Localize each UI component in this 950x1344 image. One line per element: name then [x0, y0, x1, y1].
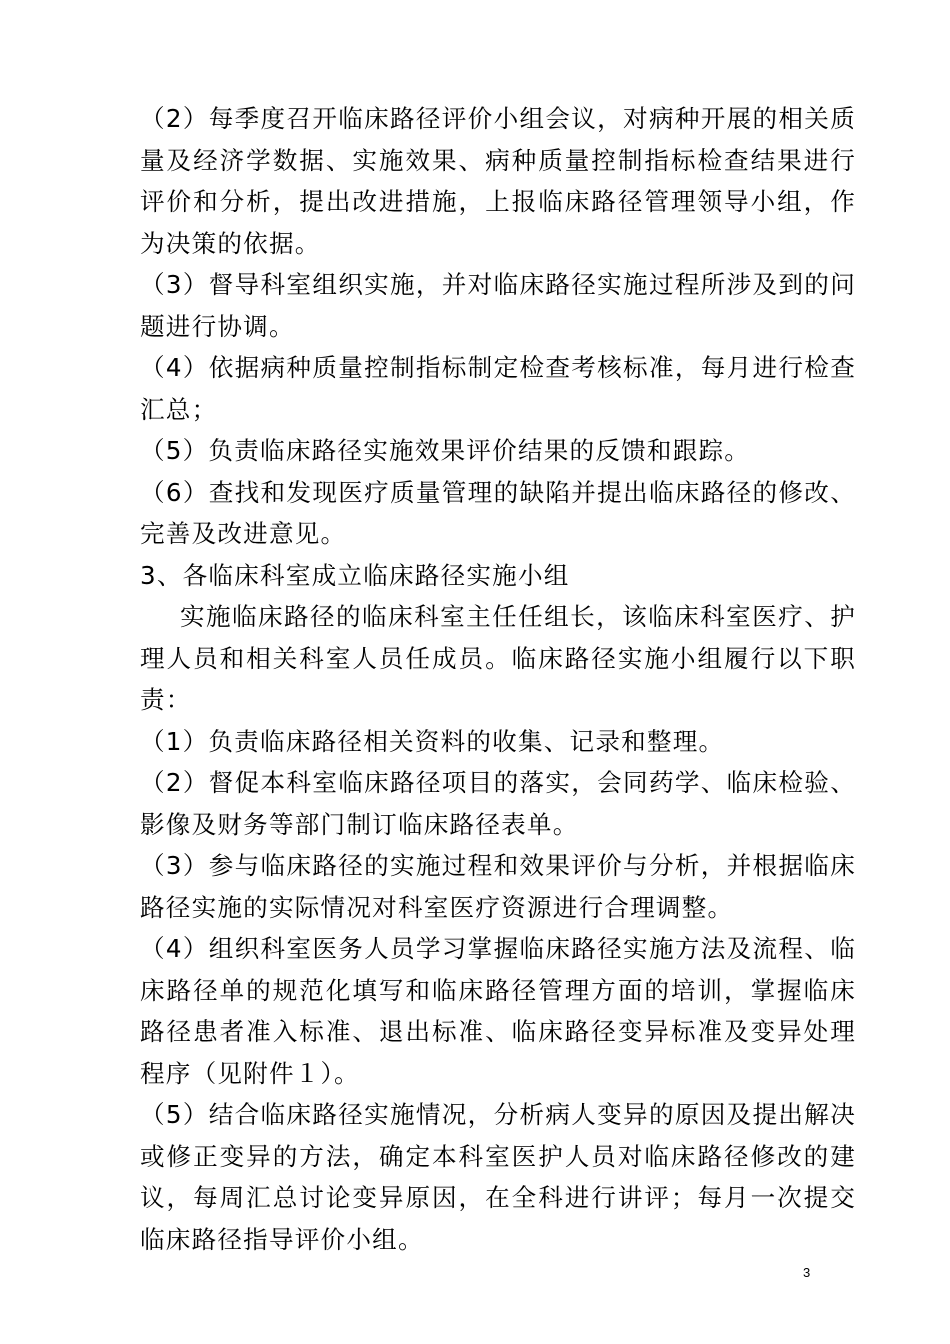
duty-item-3: （3）参与临床路径的实施过程和效果评价与分析，并根据临床路径实施的实际情况对科室医疗资源进行合理调整。: [140, 851, 856, 922]
duty-item-4: （4）组织科室医务人员学习掌握临床路径实施方法及流程、临床路径单的规范化填写和临床路径管理方面的培训，掌握临床路径患者准入标准、退出标准、临床路径变异标准及变异处理程序（见附件１）。: [140, 934, 856, 1088]
paragraph-item-3: （3）督导科室组织实施，并对临床路径实施过程所涉及到的问题进行协调。: [140, 270, 856, 341]
document-body: [140, 98, 856, 1260]
paragraph-item-4: （4）依据病种质量控制指标制定检查考核标准，每月进行检查汇总；: [140, 353, 856, 424]
duty-item-5: （5）结合临床路径实施情况，分析病人变异的原因及提出解决或修正变异的方法，确定本科室医护人员对临床路径修改的建议，每周汇总讨论变异原因，在全科进行讲评；每月一次提交临床路径指导评价小组。: [140, 1100, 856, 1254]
duty-item-1: （1）负责临床路径相关资料的收集、记录和整理。: [140, 726, 725, 756]
page-number: 3: [803, 1265, 811, 1280]
duty-item-2: （2）督促本科室临床路径项目的落实，会同药学、临床检验、影像及财务等部门制订临床路径表单。: [140, 768, 856, 839]
paragraph-item-2: （2）每季度召开临床路径评价小组会议，对病种开展的相关质量及经济学数据、实施效果、病种质量控制指标检查结果进行评价和分析，提出改进措施，上报临床路径管理领导小组，作为决策的依据。: [140, 104, 856, 258]
paragraph-item-5: （5）负责临床路径实施效果评价结果的反馈和跟踪。: [140, 436, 751, 465]
paragraph-item-6: （6）查找和发现医疗质量管理的缺陷并提出临床路径的修改、完善及改进意见。: [140, 477, 856, 548]
section-intro-paragraph: 实施临床路径的临床科室主任任组长，该临床科室医疗、护理人员和相关科室人员任成员。临床路径实施小组履行以下职责：: [140, 602, 856, 714]
section-heading: 3、各临床科室成立临床路径实施小组: [140, 560, 570, 590]
